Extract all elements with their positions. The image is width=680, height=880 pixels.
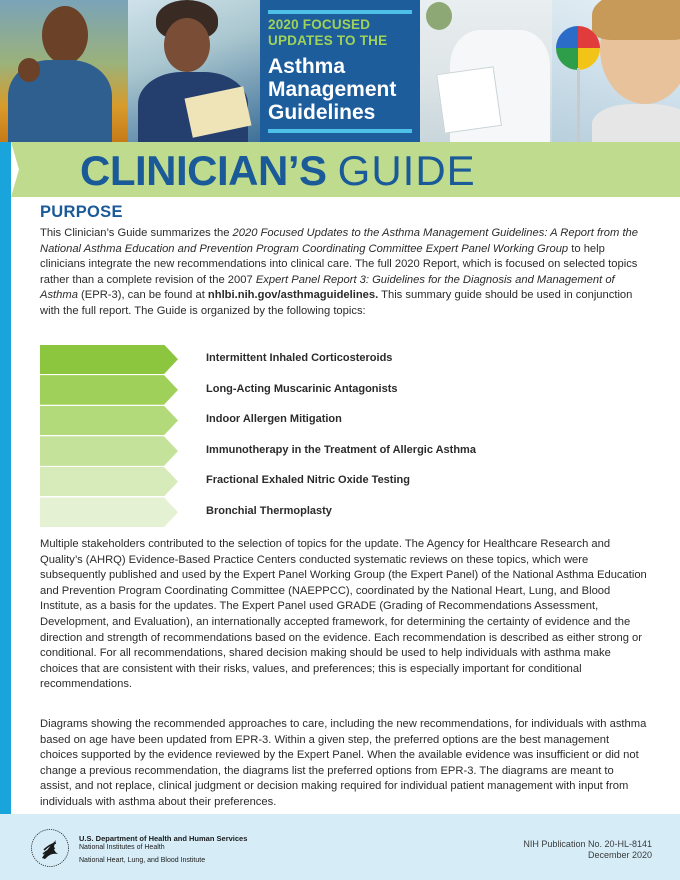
title-line-1: Asthma [268, 55, 346, 78]
chevron-arrow-icon [40, 406, 178, 436]
title-line-3: Guidelines [268, 101, 376, 124]
topics-list [40, 344, 650, 528]
publication-date: December 2020 [587, 850, 652, 860]
purpose-epr3-title: Expert Panel Report 3: Guidelines for the Diagnosis and Management of Asthma [40, 273, 615, 302]
topic-label: Long-Acting Muscarinic Antagonists [206, 382, 398, 395]
purpose-report-title: 2020 Focused Updates to the Asthma Management Guidelines: A Report from the National Asthma Education and Prevention Program Coordinating Committee Expert Panel Working Group [40, 227, 639, 255]
chevron-arrow-icon [40, 497, 178, 527]
guide-title-bold: CLINICIAN’S [80, 147, 327, 194]
title-line-2: Management [268, 78, 397, 101]
chevron-arrow-icon [40, 345, 178, 375]
diagrams-paragraph: Diagrams showing the recommended approaches to care, including the new recommendations, for individuals with asthma based on age have been updated from EPR-3. Within a given step, the preferred options are the best management choices supported by the evidence reviewed by the Expert Panel. When the available evidence was insufficient or did not change a previous recommendation, the diagrams list the preferred options from EPR-3. The diagrams are meant to assist, and not replace, clinical judgment or decision making required for individual patient management with input from individuals with asthma about their preferences. [40, 718, 647, 808]
org-hhs: U.S. Department of Health and Human Services [79, 834, 248, 843]
purpose-text-c: to help clinicians integrate the new recommendations into clinical care. The full 2020 Report, which is focused on selected topics rather than a complete revision of the 2007 [40, 242, 638, 286]
topic-label: Bronchial Thermoplasty [206, 504, 332, 517]
topic-item [40, 466, 650, 497]
purpose-paragraph [40, 226, 648, 320]
guide-title-light: GUIDE [337, 147, 476, 194]
guidelines-link[interactable]: nhlbi.nih.gov/asthmaguidelines. [207, 289, 379, 302]
org-nih: National Institutes of Health [79, 844, 165, 851]
purpose-text-a: This Clinician’s Guide summarizes the [40, 227, 233, 239]
photo-clinician-clipboard [420, 0, 552, 142]
left-accent-strip [0, 142, 11, 814]
topic-item [40, 497, 650, 528]
publication-number: NIH Publication No. 20-HL-8141 [523, 839, 652, 849]
topic-label: Fractional Exhaled Nitric Oxide Testing [206, 474, 410, 487]
chevron-arrow-icon [40, 436, 178, 466]
topic-label: Immunotherapy in the Treatment of Allergic Asthma [206, 443, 476, 456]
kicker-text: 2020 FOCUSED UPDATES TO THE [268, 17, 388, 48]
stakeholders-paragraph: Multiple stakeholders contributed to the selection of topics for the update. The Agency for Healthcare Research and Quality’s (AHRQ) Evidence-Based Practice Centers conducted systematic reviews on these topics, which were subsequently published and used by the Expert Panel Working Group (the Expert Panel) of the National Asthma Education and Prevention Program Coordinating Committee (NAEPPCC), coordinated by the National Heart, Lung, and Blood Institute, as a basis for the updates. The Expert Panel used GRADE (Grading of Recommendations Assessment, Development, and Evaluation), an internationally accepted framework, for determining the certainty of evidence and the direction and strength of recommendations based on the evidence. Each recommendation is described as either strong or conditional. For all recommendations, shared decision making should be used to help individuals with asthma make choices that are consistent with their risks, values, and preferences; this is especially important for conditional recommendations. [40, 538, 647, 691]
title-rule-top [268, 10, 412, 14]
chevron-arrow-icon [40, 375, 178, 405]
topic-label: Intermittent Inhaled Corticosteroids [206, 352, 393, 364]
topic-item [40, 405, 650, 436]
purpose-text-e: (EPR-3), can be found at [77, 289, 208, 302]
org-nhlbi: National Heart, Lung, and Blood Institute [79, 857, 206, 864]
header-banner [0, 0, 680, 142]
guide-title [80, 146, 476, 196]
topic-label: Indoor Allergen Mitigation [206, 413, 342, 426]
topic-item [40, 344, 650, 375]
photo-child-pinwheel [552, 0, 680, 142]
title-rule-bottom [268, 129, 412, 133]
purpose-text-f: This summary guide should be used in conjunction with the full report. The Guide is organized by the following topics: [40, 289, 633, 317]
topic-item [40, 375, 650, 406]
title-box [260, 0, 420, 142]
footer [0, 814, 680, 880]
document-title [268, 55, 418, 124]
chevron-arrow-icon [40, 467, 178, 497]
hhs-eagle-logo-icon [30, 828, 70, 868]
topic-item [40, 436, 650, 467]
photo-nurse [128, 0, 260, 142]
photo-smiling-man [0, 0, 128, 142]
purpose-heading: PURPOSE [40, 203, 123, 221]
